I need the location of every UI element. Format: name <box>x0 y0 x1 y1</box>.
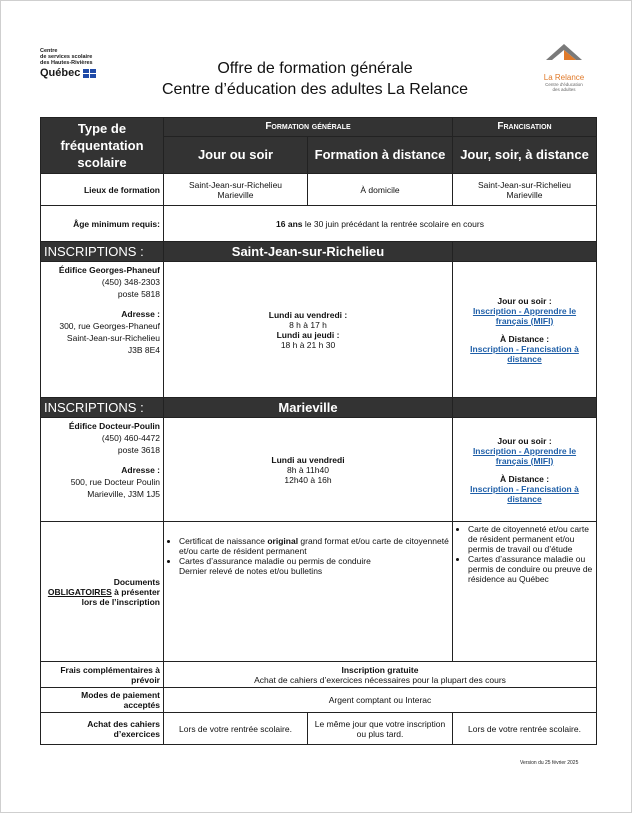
logo-quebec-name: Québec <box>40 67 81 79</box>
paiement-label: Modes de paiement acceptés <box>41 688 164 713</box>
lieux-fg: Saint-Jean-sur-Richelieu Marieville <box>164 174 308 206</box>
lieux-francisation: Saint-Jean-sur-Richelieu Marieville <box>453 174 597 206</box>
la-relance-logo <box>534 42 594 94</box>
mv-hours: Lundi au vendredi 8h à 11h40 12h40 à 16h <box>164 418 453 522</box>
header-jour-soir: Jour ou soir <box>164 136 308 173</box>
sj-link-distance[interactable]: Inscription - Francisation à distance <box>470 343 579 364</box>
cahiers-fg-distance: Le même jour que votre inscription ou plus tard. <box>308 713 453 745</box>
sj-section-place: Saint-Jean-sur-Richelieu <box>164 242 453 262</box>
mv-contact: Édifice Docteur-Poulin (450) 460-4472 poste 3618 Adresse : 500, rue Docteur Poulin Marieville, J3M 1J5 <box>41 418 164 522</box>
quebec-logo <box>40 48 130 80</box>
cahiers-francisation: Lors de votre rentrée scolaire. <box>453 713 597 745</box>
title-line-1: Offre de formation générale <box>217 60 413 77</box>
logo-line-1: Centre <box>40 48 58 54</box>
header-jour-soir-distance: Jour, soir, à distance <box>453 136 597 173</box>
documents-label: Documents OBLIGATOIRES à présenter lors de l’inscription <box>41 522 164 662</box>
age-value: 16 ans le 30 juin précédant la rentrée scolaire en cours <box>164 206 597 242</box>
logo-sub-1: Centre d'éducation <box>545 82 583 87</box>
lieux-distance: À domicile <box>308 174 453 206</box>
sj-hours: Lundi au vendredi : 8 h à 17 h Lundi au jeudi : 18 h à 21 h 30 <box>164 262 453 398</box>
logo-brand: La Relance <box>543 73 585 82</box>
mv-section-label: INSCRIPTIONS : <box>41 398 164 418</box>
logo-line-2: de services scolaire <box>40 54 93 60</box>
header-francisation: Francisation <box>453 118 597 137</box>
paiement-value: Argent comptant ou Interac <box>164 688 597 713</box>
version-note: Version du 25 février 2025 <box>520 760 579 766</box>
quebec-flag-icon <box>83 69 96 78</box>
sj-section-label: INSCRIPTIONS : <box>41 242 164 262</box>
logo-sub-2: des adultes <box>552 87 576 92</box>
doc-fg-item: • Certificat de naissance original grand format et/ou carte de citoyenneté et/ou carte de résident permanent <box>179 536 449 556</box>
doc-fr-item: • Cartes d’assurance maladie ou permis de conduire ou preuve de résidence au Québec <box>468 554 593 584</box>
frais-value: Inscription gratuite Achat de cahiers d’exercices nécessaires pour la plupart des cours <box>164 662 597 688</box>
header-distance: Formation à distance <box>308 136 453 173</box>
roof-icon <box>542 42 586 66</box>
frais-label: Frais complémentaires à prévoir <box>41 662 164 688</box>
sj-link-mifi[interactable]: Inscription - Apprendre le français (MIFI) <box>472 305 577 326</box>
cahiers-fg-jour: Lors de votre rentrée scolaire. <box>164 713 308 745</box>
logo-line-3: des Hautes-Rivières <box>40 60 93 66</box>
documents-fg <box>164 522 453 662</box>
header-fg: Formation générale <box>164 118 453 137</box>
age-label: Âge minimum requis: <box>41 206 164 242</box>
title-line-2: Centre d’éducation des adultes La Relance <box>162 81 468 98</box>
doc-fg-item: • Cartes d’assurance maladie ou permis de conduire Dernier relevé de notes et/ou bulletins <box>179 556 449 576</box>
mv-francisation: Jour ou soir : Inscription - Apprendre le français (MIFI) À Distance : Inscription - Francisation à distance <box>453 418 597 522</box>
mv-section-place: Marieville <box>164 398 453 418</box>
doc-fr-item: • Carte de citoyenneté et/ou carte de résident permanent et/ou permis de travail ou d’étude <box>468 524 593 554</box>
page-title <box>130 58 500 100</box>
header-type: Type de fréquentation scolaire <box>41 118 164 174</box>
lieux-label: Lieux de formation <box>41 174 164 206</box>
cahiers-label: Achat des cahiers d’exercices <box>41 713 164 745</box>
documents-francisation <box>453 522 597 662</box>
mv-link-mifi[interactable]: Inscription - Apprendre le français (MIFI) <box>472 445 577 466</box>
mv-link-distance[interactable]: Inscription - Francisation à distance <box>470 483 579 504</box>
sj-contact: Édifice Georges-Phaneuf (450) 348-2303 poste 5818 Adresse : 300, rue Georges-Phaneuf Saint-Jean-sur-Richelieu J3B 8E4 <box>41 262 164 398</box>
sj-francisation: Jour ou soir : Inscription - Apprendre le français (MIFI) À Distance : Inscription - Francisation à distance <box>453 262 597 398</box>
offer-table <box>40 117 597 745</box>
